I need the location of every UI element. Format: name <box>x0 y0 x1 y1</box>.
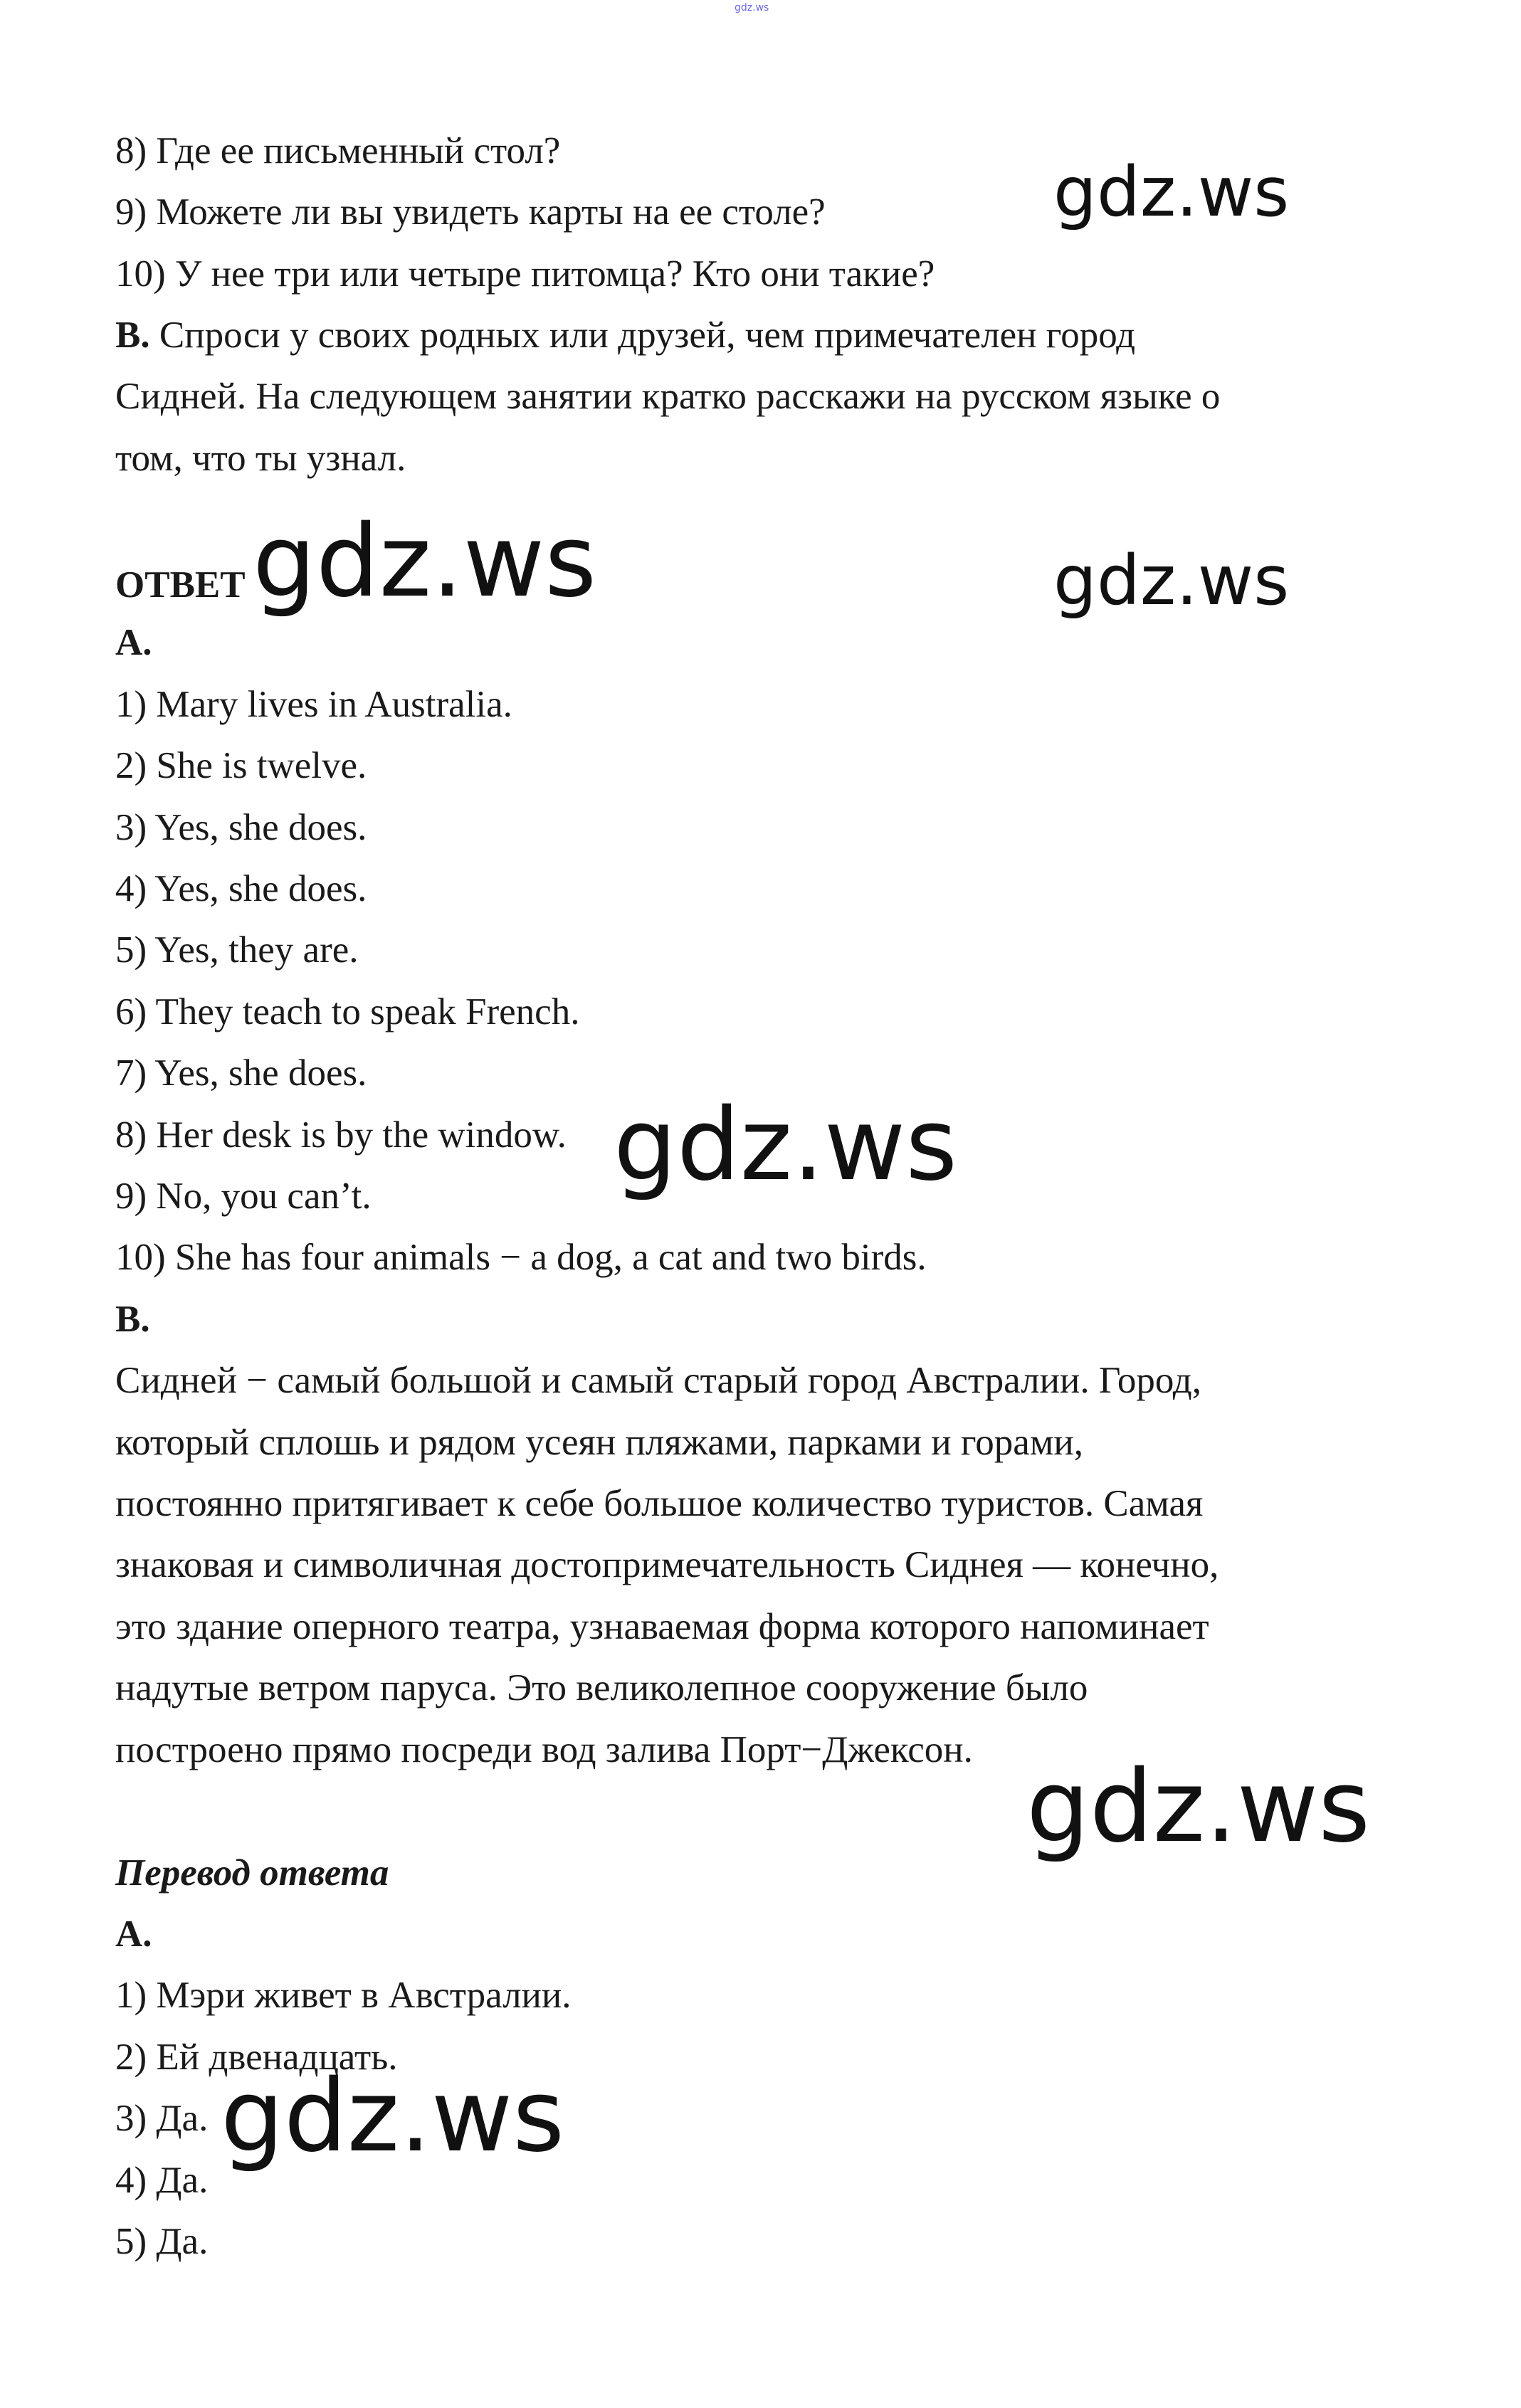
answer-b-line-5: это здание оперного театра, узнаваемая форма которого напоминает <box>115 1606 1209 1647</box>
answer-a-6: 6) They teach to speak French. <box>115 991 580 1033</box>
translation-a-3: 3) Да. <box>115 2098 209 2139</box>
answer-a-4: 4) Yes, she does. <box>115 868 367 909</box>
translation-a-2: 2) Ей двенадцать. <box>115 2037 398 2078</box>
answer-a-1: 1) Mary lives in Australia. <box>115 684 512 725</box>
watermark-logo: gdz.ws <box>221 2059 565 2175</box>
answer-b-line-2: который сплошь и рядом усеян пляжами, парками и горами, <box>115 1422 1083 1463</box>
watermark-logo: gdz.ws <box>253 504 597 620</box>
question-9: 9) Можете ли вы увидеть карты на ее столе? <box>115 191 826 233</box>
translation-heading: Перевод ответа <box>115 1852 389 1894</box>
answer-b-line-3: постоянно притягивает к себе большое количество туристов. Самая <box>115 1483 1204 1524</box>
answer-a-7: 7) Yes, she does. <box>115 1052 367 1094</box>
task-b-label: B. <box>115 315 150 356</box>
answer-a-10: 10) She has four animals − a dog, a cat and two birds. <box>115 1237 927 1278</box>
watermark-logo: gdz.ws <box>614 1087 958 1203</box>
task-b-line-1 <box>115 312 1135 358</box>
task-b-line-2: Сидней. На следующем занятии кратко расскажи на русском языке о <box>115 376 1221 417</box>
answer-a-9: 9) No, you can’t. <box>115 1176 372 1217</box>
answer-b-line-7: построено прямо посреди вод залива Порт−Джексон. <box>115 1729 973 1770</box>
translation-a-label: A. <box>115 1913 152 1955</box>
answer-a-8: 8) Her desk is by the window. <box>115 1114 567 1156</box>
translation-a-1: 1) Мэри живет в Австралии. <box>115 1975 572 2016</box>
answer-a-3: 3) Yes, she does. <box>115 807 367 848</box>
watermark-logo: gdz.ws <box>1053 541 1290 621</box>
answer-a-2: 2) She is twelve. <box>115 745 367 786</box>
answer-a-5: 5) Yes, they are. <box>115 929 359 971</box>
answer-b-line-1: Сидней − самый большой и самый старый город Австралии. Город, <box>115 1360 1202 1401</box>
watermark-logo: gdz.ws <box>1053 152 1290 232</box>
answer-b-line-4: знаковая и символичная достопримечательность Сиднея — конечно, <box>115 1544 1219 1585</box>
task-b-line-3: том, что ты узнал. <box>115 438 406 479</box>
task-b-text: Спроси у своих родных или друзей, чем примечателен город <box>159 315 1136 356</box>
watermark-logo: gdz.ws <box>1026 1749 1371 1865</box>
question-10: 10) У нее три или четыре питомца? Кто они такие? <box>115 253 935 295</box>
answer-heading: ОТВЕТ <box>115 564 246 606</box>
answer-a-label: A. <box>115 622 152 663</box>
answer-b-label: B. <box>115 1299 150 1340</box>
translation-a-4: 4) Да. <box>115 2160 209 2201</box>
answer-b-line-6: надутые ветром паруса. Это великолепное сооружение было <box>115 1667 1088 1709</box>
question-8: 8) Где ее письменный стол? <box>115 130 561 171</box>
top-watermark: gdz.ws <box>735 2 769 14</box>
translation-a-5: 5) Да. <box>115 2221 209 2262</box>
